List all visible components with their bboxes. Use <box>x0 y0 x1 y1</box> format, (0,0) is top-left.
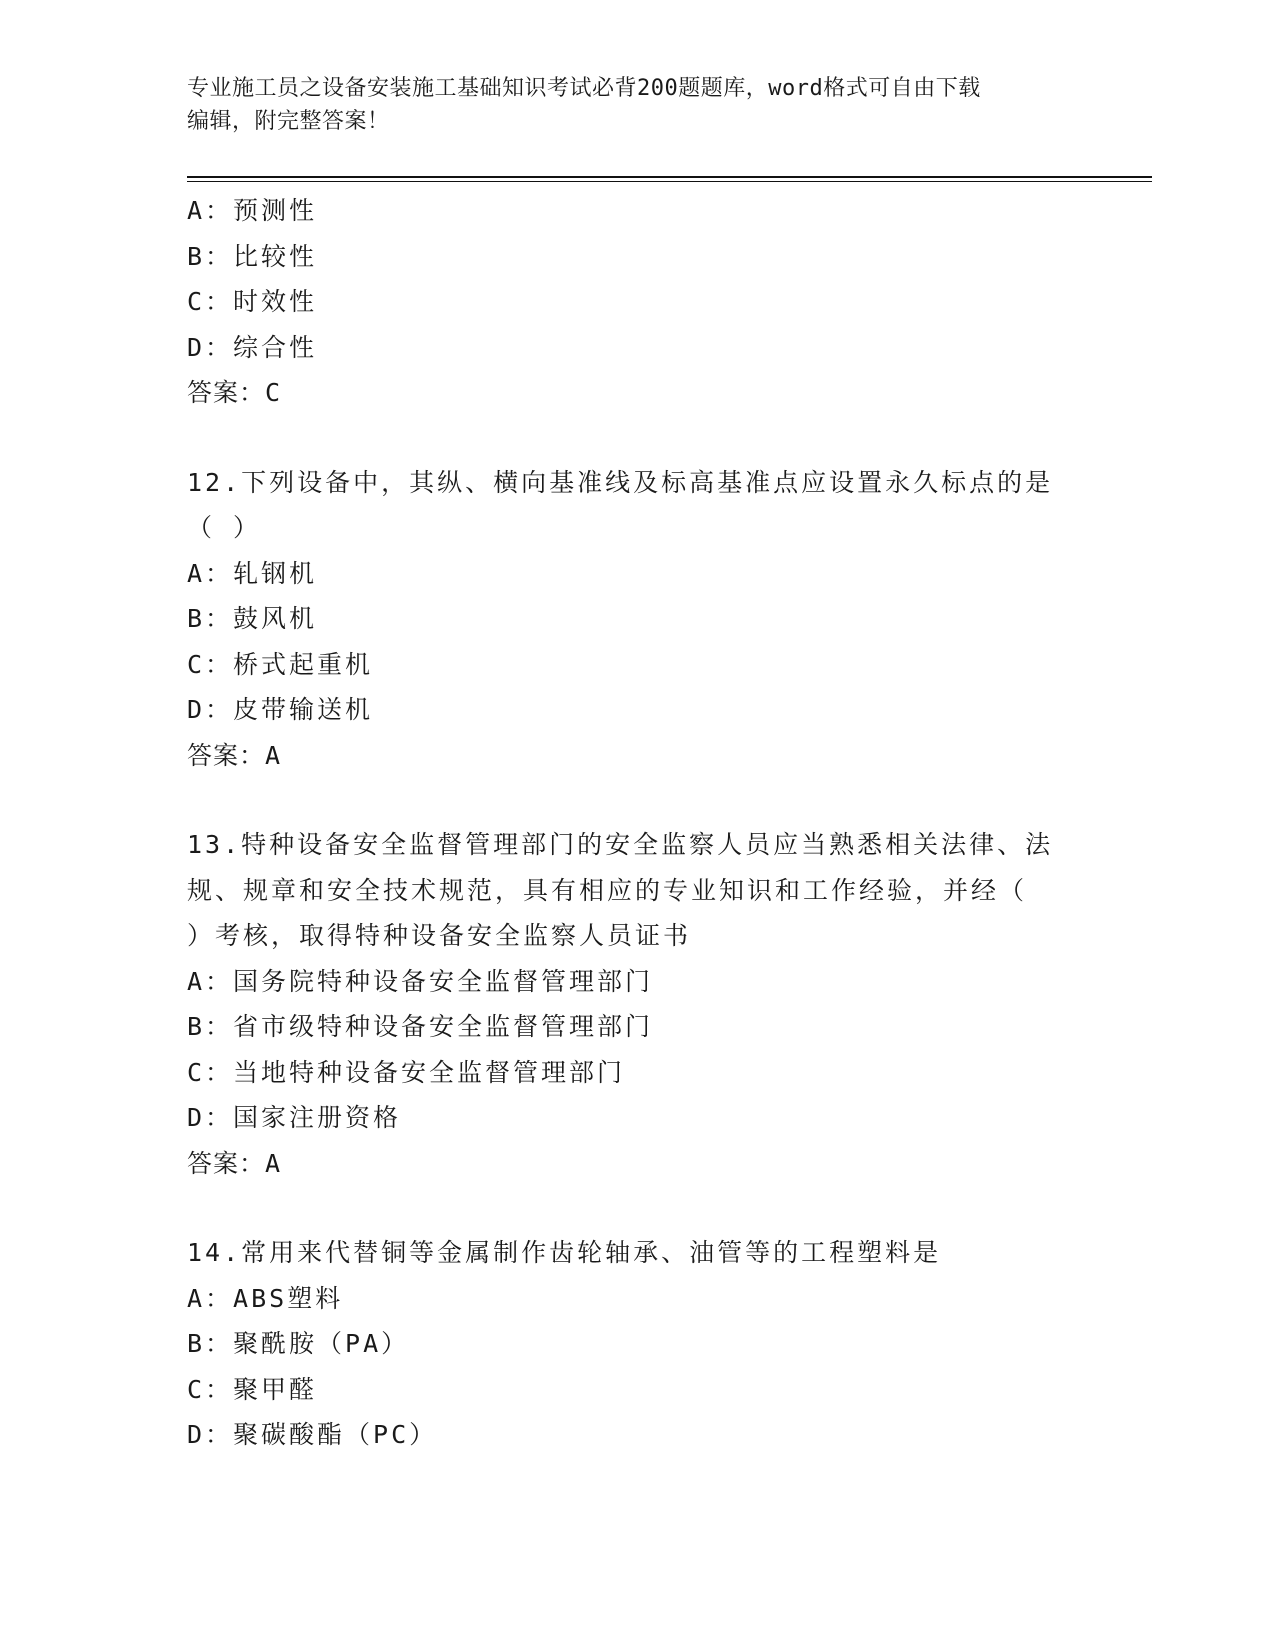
answer-line: 答案：C <box>187 378 282 407</box>
option-d: D：综合性 <box>187 332 318 362</box>
question-block-12 <box>187 460 1087 779</box>
question-text-line: 14.常用来代替铜等金属制作齿轮轴承、油管等的工程塑料是 <box>187 1238 942 1267</box>
option-a: A：轧钢机 <box>187 558 318 588</box>
block-spacer <box>187 416 1087 460</box>
option-d: D：皮带输送机 <box>187 695 374 724</box>
question-text-line: 12.下列设备中，其纵、横向基准线及标高基准点应设置永久标点的是 <box>187 467 1054 497</box>
option-a: A：ABS塑料 <box>187 1283 344 1313</box>
option-a: A：国务院特种设备安全监督管理部门 <box>187 966 654 996</box>
option-a: A：预测性 <box>187 196 318 225</box>
header-divider-thick <box>187 176 1152 178</box>
option-c: C：桥式起重机 <box>187 649 374 679</box>
option-c: C：时效性 <box>187 287 318 316</box>
answer-line: 答案：A <box>187 740 282 770</box>
header-title-line-1: 专业施工员之设备安装施工基础知识考试必背200题题库，word格式可自由下载 <box>187 76 981 101</box>
document-header <box>187 72 1087 138</box>
option-c: C：当地特种设备安全监督管理部门 <box>187 1057 626 1087</box>
question-text-line: 13.特种设备安全监督管理部门的安全监察人员应当熟悉相关法律、法 <box>187 830 1054 859</box>
option-b: B：鼓风机 <box>187 604 318 633</box>
option-b: B：聚酰胺（PA） <box>187 1329 410 1358</box>
question-block-14 <box>187 1230 1087 1458</box>
option-d: D：国家注册资格 <box>187 1103 402 1132</box>
question-block-13 <box>187 822 1087 1186</box>
option-d: D：聚碳酸酯（PC） <box>187 1420 438 1449</box>
question-block-11 <box>187 188 1087 416</box>
question-list <box>187 188 1087 1458</box>
option-b: B：省市级特种设备安全监督管理部门 <box>187 1012 654 1041</box>
option-b: B：比较性 <box>187 241 318 271</box>
option-c: C：聚甲醛 <box>187 1374 318 1404</box>
question-text-line: （ ） <box>187 513 262 542</box>
question-text-line: 规、规章和安全技术规范，具有相应的专业知识和工作经验，并经（ <box>187 875 1028 905</box>
block-spacer <box>187 1186 1087 1230</box>
header-divider-thin <box>187 181 1152 182</box>
answer-line: 答案：A <box>187 1148 282 1178</box>
header-title-line-2: 编辑，附完整答案！ <box>187 109 390 134</box>
question-text-line: ）考核，取得特种设备安全监察人员证书 <box>187 921 692 950</box>
block-spacer <box>187 778 1087 822</box>
